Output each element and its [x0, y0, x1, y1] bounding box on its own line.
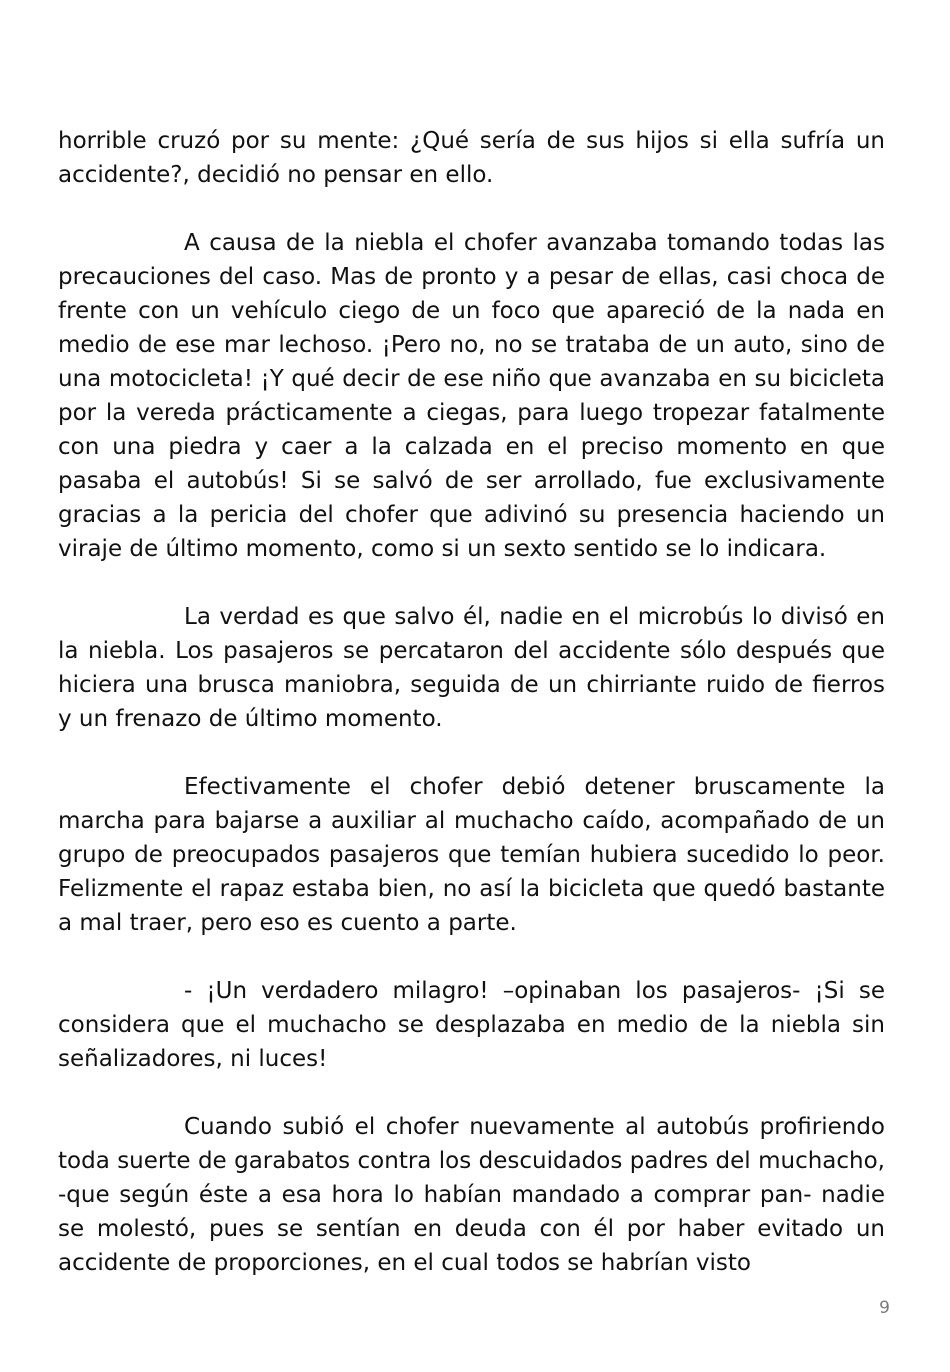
page-number: 9: [879, 1298, 890, 1318]
paragraph-3: La verdad es que salvo él, nadie en el microbús lo divisó en la niebla. Los pasajeros se percataron del accidente sólo después que hiciera una brusca maniobra, seguida de un chirriante ruido de fierros y un frenazo de último momento.: [58, 604, 885, 732]
paragraph-6: Cuando subió el chofer nuevamente al autobús profiriendo toda suerte de garabatos contra los descuidados padres del muchacho, -que según éste a esa hora lo habían mandado a comprar pan- nadie se molestó, pues se sentían en deuda con él por haber evitado un accidente de proporciones, en el cual todos se habrían visto: [58, 1114, 885, 1276]
paragraph-5: - ¡Un verdadero milagro! –opinaban los pasajeros- ¡Si se considera que el muchacho se desplazaba en medio de la niebla sin señalizadores, ni luces!: [58, 978, 885, 1072]
paragraph-1: horrible cruzó por su mente: ¿Qué sería de sus hijos si ella sufría un accidente?, decidió no pensar en ello.: [58, 128, 885, 188]
paragraph-4: Efectivamente el chofer debió detener bruscamente la marcha para bajarse a auxiliar al muchacho caído, acompañado de un grupo de preocupados pasajeros que temían hubiera sucedido lo peor. Felizmente el rapaz estaba bien, no así la bicicleta que quedó bastante a mal traer, pero eso es cuento a parte.: [58, 774, 885, 936]
body-text: [58, 124, 885, 1280]
paragraph-2: A causa de la niebla el chofer avanzaba tomando todas las precauciones del caso. Mas de pronto y a pesar de ellas, casi choca de frente con un vehículo ciego de un foco que apareció de la nada en medio de ese mar lechoso. ¡Pero no, no se trataba de un auto, sino de una motocicleta! ¡Y qué decir de ese niño que avanzaba en su bicicleta por la vereda prácticamente a ciegas, para luego tropezar fatalmente con una piedra y caer a la calzada en el preciso momento en que pasaba el autobús! Si se salvó de ser arrollado, fue exclusivamente gracias a la pericia del chofer que adivinó su presencia haciendo un viraje de último momento, como si un sexto sentido se lo indicara.: [58, 230, 885, 562]
